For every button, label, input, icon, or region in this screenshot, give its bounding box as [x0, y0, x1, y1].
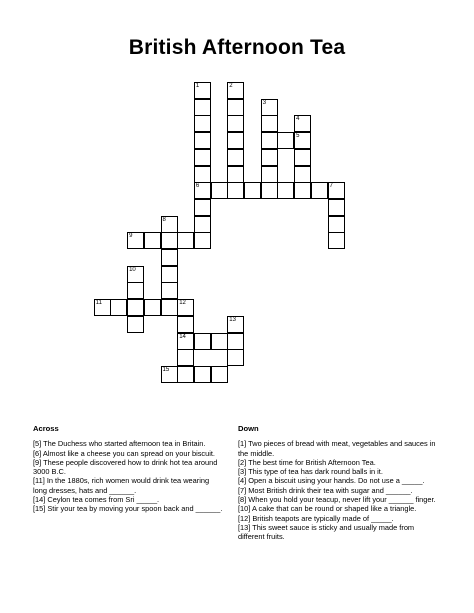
- down-clue: [10] A cake that can be round or shaped like a triangle.: [238, 504, 417, 514]
- crossword-cell[interactable]: [328, 216, 345, 233]
- crossword-cell[interactable]: [261, 99, 278, 116]
- crossword-cell[interactable]: [94, 299, 111, 316]
- crossword-cell[interactable]: [127, 266, 144, 283]
- crossword-cell[interactable]: [261, 115, 278, 132]
- clue-number: 14: [179, 333, 186, 340]
- crossword-cell[interactable]: [161, 366, 178, 383]
- crossword-cell[interactable]: [277, 132, 294, 149]
- down-clue: [8] When you hold your teacup, never lift your ______ finger.: [238, 495, 436, 505]
- crossword-cell[interactable]: [194, 115, 211, 132]
- crossword-cell[interactable]: [194, 232, 211, 249]
- crossword-cell[interactable]: [161, 249, 178, 266]
- clue-number: 7: [329, 183, 333, 190]
- across-clue: [6] Almost like a cheese you can spread on your biscuit.: [33, 448, 215, 458]
- across-clue: [14] Ceylon tea comes from Sri _____.: [33, 495, 160, 505]
- clue-number: 1: [195, 83, 200, 89]
- crossword-cell[interactable]: [177, 366, 194, 383]
- down-clues: [238, 424, 438, 542]
- crossword-cell[interactable]: [261, 166, 278, 183]
- crossword-cell[interactable]: [211, 182, 228, 199]
- down-clue: [13] This sweet sauce is sticky and usually made from different fruits.: [238, 522, 415, 542]
- clue-number: 3: [262, 99, 267, 106]
- crossword-cell[interactable]: [227, 182, 244, 199]
- across-clue: [5] The Duchess who started afternoon tea in Britain.: [33, 439, 206, 449]
- crossword-cell[interactable]: [127, 316, 144, 333]
- crossword-cell[interactable]: [294, 132, 311, 149]
- crossword-cell[interactable]: [227, 149, 244, 166]
- crossword-cell[interactable]: [161, 282, 178, 299]
- crossword-cell[interactable]: [211, 366, 228, 383]
- crossword-cell[interactable]: [161, 266, 178, 283]
- crossword-cell[interactable]: [227, 115, 244, 132]
- crossword-cell[interactable]: [161, 216, 178, 233]
- across-clue: [11] In the 1880s, rich women would drink tea wearing long dresses, hats and ______.: [33, 476, 210, 495]
- clue-number: 13: [229, 316, 236, 323]
- crossword-cell[interactable]: [177, 232, 194, 249]
- crossword-cell[interactable]: [194, 182, 211, 199]
- crossword-cell[interactable]: [261, 132, 278, 149]
- crossword-cell[interactable]: [211, 333, 228, 350]
- clue-number: 5: [296, 133, 300, 140]
- down-clue: [1] Two pieces of bread with meat, vegetables and sauces in the middle.: [238, 439, 436, 458]
- crossword-cell[interactable]: [244, 182, 261, 199]
- crossword-cell[interactable]: [194, 366, 211, 383]
- crossword-cell[interactable]: [194, 132, 211, 149]
- crossword-cell[interactable]: [194, 82, 211, 99]
- crossword-cell[interactable]: [144, 232, 161, 249]
- crossword-cell[interactable]: [294, 166, 311, 183]
- crossword-cell[interactable]: [261, 149, 278, 166]
- crossword-cell[interactable]: [194, 333, 211, 350]
- clue-number: 2: [229, 83, 233, 89]
- crossword-cell[interactable]: [127, 299, 144, 316]
- crossword-cell[interactable]: [177, 333, 194, 350]
- crossword-cell[interactable]: [161, 232, 178, 249]
- clue-number: 6: [195, 183, 200, 190]
- crossword-cell[interactable]: [277, 182, 294, 199]
- crossword-cell[interactable]: [161, 299, 178, 316]
- crossword-cell[interactable]: [227, 99, 244, 116]
- crossword-cell[interactable]: [227, 132, 244, 149]
- crossword-cell[interactable]: [144, 299, 161, 316]
- crossword-cell[interactable]: [110, 299, 127, 316]
- down-clue: [4] Open a biscuit using your hands. Do not use a _____.: [238, 476, 425, 486]
- down-clue: [7] Most British drink their tea with sugar and ______.: [238, 485, 413, 495]
- across-clue: [9] These people discovered how to drink hot tea around 3000 B.C.: [33, 457, 218, 477]
- page-title: British Afternoon Tea: [128, 36, 346, 59]
- crossword-cell[interactable]: [294, 149, 311, 166]
- crossword-cell[interactable]: [127, 282, 144, 299]
- down-clue: [12] British teapots are typically made of _____.: [238, 513, 394, 523]
- clue-number: 15: [162, 366, 170, 373]
- crossword-cell[interactable]: [194, 166, 211, 183]
- clue-number: 11: [95, 300, 102, 307]
- down-heading: Down: [238, 424, 259, 433]
- down-clue: [2] The best time for British Afternoon Tea.: [238, 457, 376, 467]
- clue-number: 9: [129, 233, 133, 240]
- crossword-cell[interactable]: [227, 316, 244, 333]
- across-clues: [33, 424, 223, 514]
- crossword-cell[interactable]: [194, 149, 211, 166]
- crossword-cell[interactable]: [127, 232, 144, 249]
- crossword-cell[interactable]: [177, 316, 194, 333]
- crossword-cell[interactable]: [177, 349, 194, 366]
- crossword-cell[interactable]: [311, 182, 328, 199]
- crossword-cell[interactable]: [328, 232, 345, 249]
- crossword-cell[interactable]: [261, 182, 278, 199]
- crossword-cell[interactable]: [294, 182, 311, 199]
- clue-number: 10: [129, 266, 136, 273]
- clue-number: 8: [162, 216, 166, 223]
- crossword-cell[interactable]: [294, 115, 311, 132]
- crossword-cell[interactable]: [194, 216, 211, 233]
- clue-number: 12: [179, 300, 186, 307]
- crossword-cell[interactable]: [227, 82, 244, 99]
- crossword-cell[interactable]: [227, 166, 244, 183]
- crossword-cell[interactable]: [328, 199, 345, 216]
- across-heading: Across: [33, 424, 59, 433]
- down-clue: [3] This type of tea has dark round balls in it.: [238, 467, 383, 477]
- crossword-cell[interactable]: [227, 333, 244, 350]
- crossword-cell[interactable]: [177, 299, 194, 316]
- clue-number: 4: [296, 116, 300, 123]
- crossword-cell[interactable]: [194, 199, 211, 216]
- crossword-cell[interactable]: [328, 182, 345, 199]
- crossword-cell[interactable]: [194, 99, 211, 116]
- across-clue: [15] Stir your tea by moving your spoon back and ______.: [33, 504, 223, 514]
- crossword-cell[interactable]: [227, 349, 244, 366]
